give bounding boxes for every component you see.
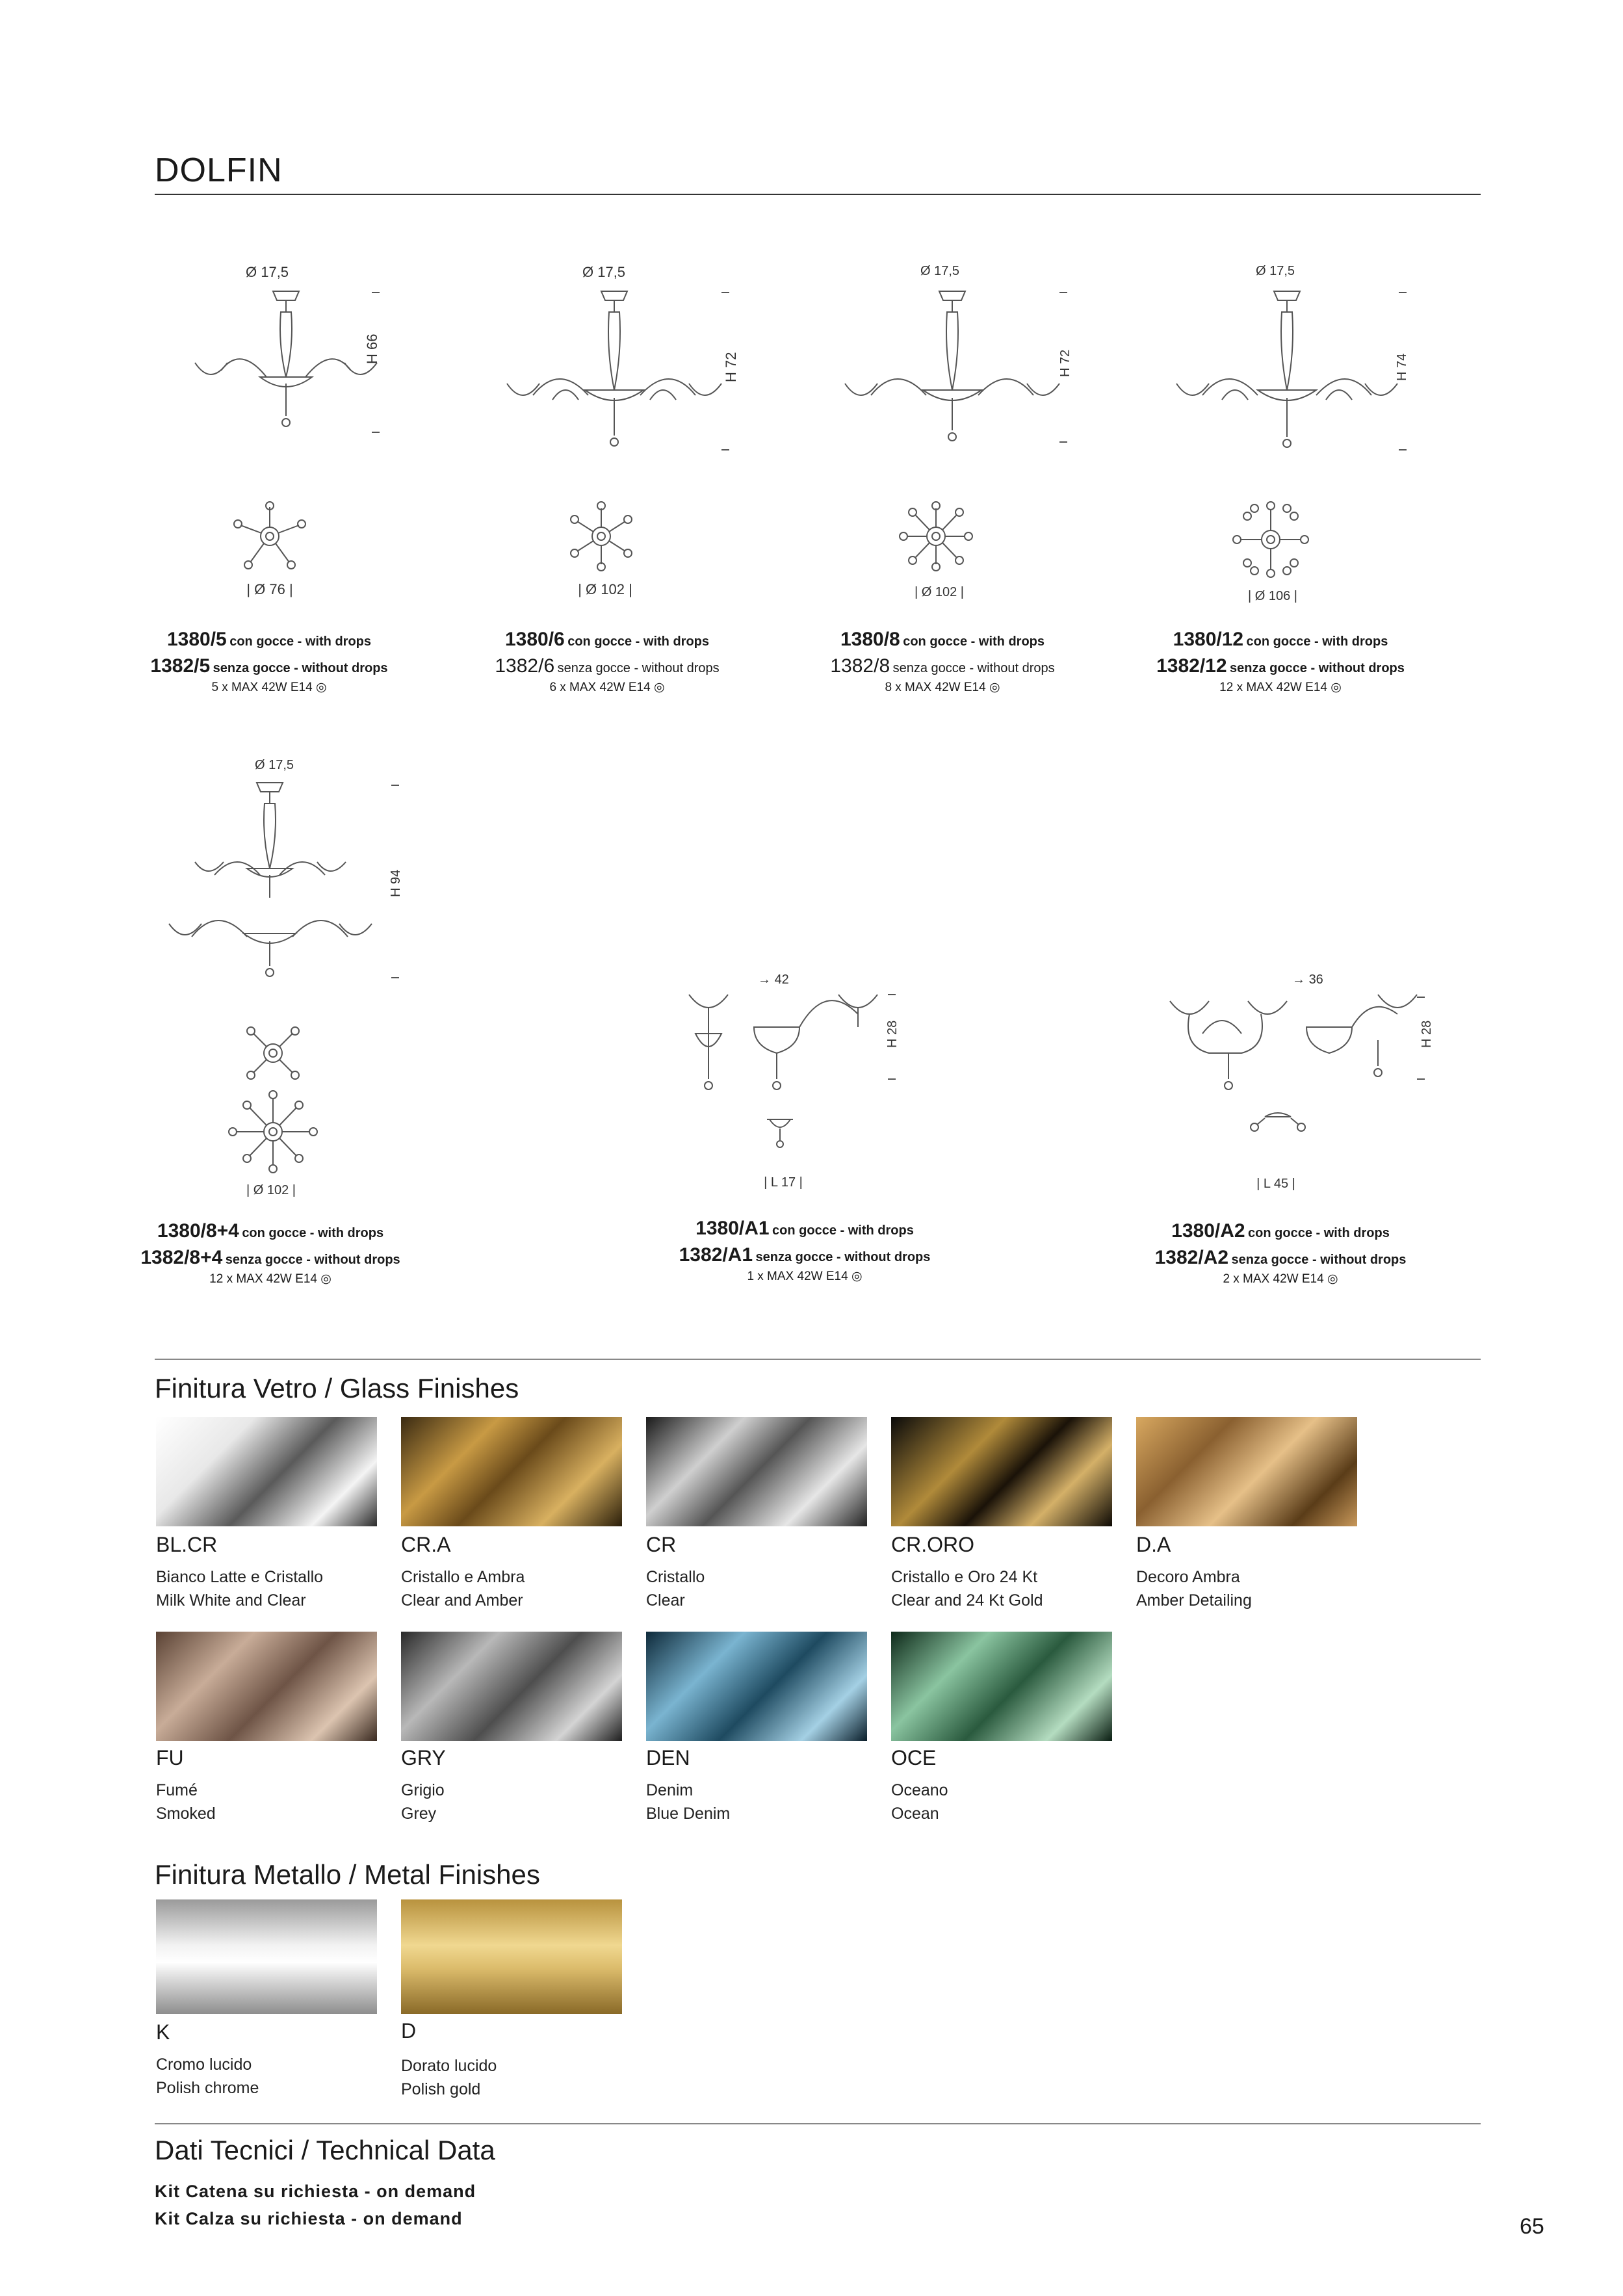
finish-code: D.A <box>1136 1533 1171 1556</box>
diameter-label: Ø 17,5 <box>246 264 289 280</box>
with-drops-text: con gocce - with drops <box>1246 634 1388 649</box>
without-drops-text: senza gocce - without drops <box>755 1249 931 1264</box>
lamp-spec-text: 2 x MAX 42W E14 <box>1223 1272 1324 1286</box>
finish-name-it: Fumé <box>156 1781 198 1799</box>
section-divider <box>155 1359 1481 1360</box>
without-drops-text: senza gocce - without drops <box>892 660 1055 675</box>
projection-label <box>1292 972 1323 987</box>
height-label: H 72 <box>1058 349 1072 377</box>
finish-name <box>891 1565 1043 1613</box>
finish-code: DEN <box>646 1746 690 1769</box>
top-view-drawing <box>1232 501 1310 579</box>
finish-name <box>401 1565 525 1613</box>
lamp-spec <box>760 679 1124 696</box>
wall-lamp-drawing <box>682 988 903 1099</box>
with-drops-text: con gocce - with drops <box>772 1223 914 1238</box>
with-drops-text: con gocce - with drops <box>567 634 709 649</box>
product-code-without: 1382/5 <box>150 655 211 677</box>
base-diameter: | Ø 102 | <box>246 1183 296 1197</box>
product-code-with: 1380/A2 <box>1171 1220 1245 1242</box>
finish-name-it: Bianco Latte e Cristallo <box>156 1568 324 1586</box>
product-code-without: 1382/8 <box>830 655 890 677</box>
finish-name <box>156 1779 216 1826</box>
finish-name-it: Cristallo <box>646 1568 705 1586</box>
product-caption <box>623 1216 987 1285</box>
product-code-with: 1380/8+4 <box>157 1220 239 1242</box>
title-divider <box>155 194 1481 195</box>
with-drops-text: con gocce - with drops <box>1248 1226 1390 1240</box>
product-code-with: 1380/12 <box>1173 629 1244 650</box>
finish-swatch-blcr[interactable] <box>156 1417 377 1526</box>
lamp-spec <box>87 679 451 696</box>
product-code-with: 1380/6 <box>504 629 565 650</box>
base-length: | L 17 | <box>764 1175 803 1190</box>
base-diameter: | Ø 76 | <box>246 581 293 597</box>
finish-name-en: Grey <box>401 1805 437 1823</box>
projection-label <box>758 972 789 987</box>
bulb-icon: ◎ <box>320 1272 331 1286</box>
finish-name-en: Clear and Amber <box>401 1591 523 1610</box>
finish-code: CR <box>646 1533 677 1556</box>
finish-name-it: Oceano <box>891 1781 948 1799</box>
bulb-icon: ◎ <box>653 681 665 694</box>
chandelier-drawing <box>162 777 409 992</box>
finish-name <box>646 1565 705 1613</box>
base-length: | L 45 | <box>1256 1177 1295 1191</box>
finish-name-it: Decoro Ambra <box>1136 1568 1240 1586</box>
base-diameter-value: Ø 76 <box>254 581 285 597</box>
base-length-value: L 45 <box>1263 1177 1289 1191</box>
lamp-spec <box>623 1268 987 1285</box>
finish-name <box>891 1779 948 1826</box>
product-code-with: 1380/5 <box>166 629 227 650</box>
page-number: 65 <box>1520 2214 1544 2239</box>
chandelier-drawing <box>838 286 1079 455</box>
bulb-icon: ◎ <box>851 1270 863 1283</box>
finish-name-it: Dorato lucido <box>401 2057 497 2075</box>
product-caption <box>88 1218 452 1288</box>
bulb-icon: ◎ <box>1327 1272 1338 1286</box>
lamp-spec-text: 1 x MAX 42W E14 <box>747 1270 848 1283</box>
finish-name-en: Polish chrome <box>156 2079 259 2098</box>
wall-lamp-drawing <box>1163 988 1430 1099</box>
finish-code: CR.A <box>401 1533 451 1556</box>
technical-line: Kit Calza su richiesta - on demand <box>155 2209 463 2228</box>
height-label: H 28 <box>1420 1020 1434 1048</box>
section-divider <box>155 2123 1481 2124</box>
metal-finishes-heading: Finitura Metallo / Metal Finishes <box>155 1859 540 1890</box>
height-label: H 94 <box>389 869 403 897</box>
finish-name-it: Cristallo e Ambra <box>401 1568 525 1586</box>
finish-code: GRY <box>401 1746 446 1769</box>
technical-line: Kit Catena su richiesta - on demand <box>155 2182 476 2201</box>
base-diameter-value: Ø 102 <box>253 1183 289 1197</box>
product-caption <box>1098 1218 1462 1288</box>
bulb-icon: ◎ <box>1331 681 1342 694</box>
lamp-spec-text: 5 x MAX 42W E14 <box>211 681 313 694</box>
finish-name <box>156 1565 323 1613</box>
finish-name-en: Amber Detailing <box>1136 1591 1252 1610</box>
wall-plate-drawing <box>1245 1109 1310 1141</box>
finish-name-it: Cromo lucido <box>156 2055 252 2074</box>
finish-swatch-cra[interactable] <box>401 1417 622 1526</box>
product-code-without: 1382/6 <box>495 655 555 677</box>
product-caption <box>760 627 1124 696</box>
finish-swatch-cr[interactable] <box>646 1417 867 1526</box>
without-drops-text: senza gocce - without drops <box>557 660 720 675</box>
top-view-drawing <box>227 1089 318 1174</box>
page-title: DOLFIN <box>155 151 283 189</box>
finish-swatch-oce[interactable] <box>891 1632 1112 1741</box>
top-view-drawing <box>897 501 975 572</box>
projection-value: 36 <box>1308 972 1323 987</box>
finish-code: FU <box>156 1746 184 1769</box>
chandelier-drawing <box>500 286 741 462</box>
finish-name-en: Ocean <box>891 1805 939 1823</box>
with-drops-text: con gocce - with drops <box>903 634 1045 649</box>
diameter-label: Ø 17,5 <box>582 264 626 280</box>
finish-code: OCE <box>891 1746 937 1769</box>
finish-code: D <box>401 2019 417 2042</box>
product-caption <box>1098 627 1462 696</box>
base-length-value: L 17 <box>770 1175 796 1190</box>
diameter-label: Ø 17,5 <box>255 758 294 772</box>
metal-swatch-gold[interactable] <box>401 1899 622 2014</box>
base-diameter-value: Ø 106 <box>1254 589 1291 603</box>
finish-name-en: Smoked <box>156 1805 216 1823</box>
chandelier-drawing <box>1170 286 1417 462</box>
base-diameter-value: Ø 102 <box>586 581 625 597</box>
finish-name <box>1136 1565 1252 1613</box>
chandelier-drawing <box>182 286 390 442</box>
finish-name-it: Denim <box>646 1781 694 1799</box>
finish-name-en: Polish gold <box>401 2080 481 2099</box>
top-view-drawing <box>565 501 637 572</box>
arrow-right-icon: → <box>1292 972 1305 987</box>
base-diameter: | Ø 102 | <box>578 581 632 597</box>
height-label: H 72 <box>723 352 739 382</box>
height-label: H 28 <box>885 1020 900 1048</box>
wall-plate-drawing <box>760 1114 799 1153</box>
projection-value: 42 <box>774 972 789 987</box>
finish-name-it: Grigio <box>401 1781 445 1799</box>
finish-code: K <box>156 2020 170 2044</box>
finish-name <box>646 1779 730 1826</box>
finish-swatch-gry[interactable] <box>401 1632 622 1741</box>
technical-data-heading: Dati Tecnici / Technical Data <box>155 2135 495 2165</box>
finish-name <box>156 2053 259 2100</box>
finish-name-en: Milk White and Clear <box>156 1591 306 1610</box>
finish-code: BL.CR <box>156 1533 218 1556</box>
product-code-without: 1382/8+4 <box>140 1246 223 1268</box>
finish-name <box>401 1779 445 1826</box>
height-label: H 66 <box>364 333 380 364</box>
metal-swatch-chrome[interactable] <box>156 1899 377 2014</box>
lamp-spec <box>425 679 789 696</box>
finish-name-en: Clear <box>646 1591 685 1610</box>
finish-name <box>401 2054 497 2102</box>
without-drops-text: senza gocce - without drops <box>1229 660 1405 675</box>
product-caption <box>87 627 451 696</box>
top-view-drawing <box>227 501 312 572</box>
finish-name-en: Clear and 24 Kt Gold <box>891 1591 1043 1610</box>
lamp-spec <box>1098 679 1462 696</box>
bulb-icon: ◎ <box>315 681 327 694</box>
lamp-spec-text: 12 x MAX 42W E14 <box>209 1272 317 1286</box>
product-code-with: 1380/A1 <box>695 1218 770 1239</box>
with-drops-text: con gocce - with drops <box>242 1226 384 1240</box>
top-view-drawing <box>240 1021 305 1086</box>
finish-name-en: Blue Denim <box>646 1805 731 1823</box>
diameter-label: Ø 17,5 <box>920 264 960 278</box>
product-caption <box>425 627 789 696</box>
finish-name-it: Cristallo e Oro 24 Kt <box>891 1568 1038 1586</box>
lamp-spec-text: 6 x MAX 42W E14 <box>549 681 651 694</box>
lamp-spec <box>88 1271 452 1288</box>
height-label: H 74 <box>1395 353 1409 381</box>
product-code-without: 1382/A1 <box>679 1244 753 1266</box>
without-drops-text: senza gocce - without drops <box>1231 1252 1407 1267</box>
product-code-with: 1380/8 <box>840 629 900 650</box>
lamp-spec-text: 12 x MAX 42W E14 <box>1219 681 1327 694</box>
product-code-without: 1382/12 <box>1156 655 1227 677</box>
base-diameter-value: Ø 102 <box>921 585 957 599</box>
glass-finishes-heading: Finitura Vetro / Glass Finishes <box>155 1373 519 1403</box>
product-code-without: 1382/A2 <box>1154 1246 1229 1268</box>
finish-code: CR.ORO <box>891 1533 974 1556</box>
without-drops-text: senza gocce - without drops <box>225 1252 400 1267</box>
diameter-label: Ø 17,5 <box>1256 264 1295 278</box>
lamp-spec-text: 8 x MAX 42W E14 <box>885 681 986 694</box>
without-drops-text: senza gocce - without drops <box>213 660 388 675</box>
base-diameter: | Ø 106 | <box>1247 589 1297 603</box>
finish-swatch-croro[interactable] <box>891 1417 1112 1526</box>
finish-swatch-fu[interactable] <box>156 1632 377 1741</box>
base-diameter: | Ø 102 | <box>914 585 964 599</box>
finish-swatch-den[interactable] <box>646 1632 867 1741</box>
bulb-icon: ◎ <box>989 681 1000 694</box>
finish-swatch-da[interactable] <box>1136 1417 1357 1526</box>
arrow-right-icon: → <box>758 972 771 987</box>
lamp-spec <box>1098 1271 1462 1288</box>
with-drops-text: con gocce - with drops <box>229 634 371 649</box>
